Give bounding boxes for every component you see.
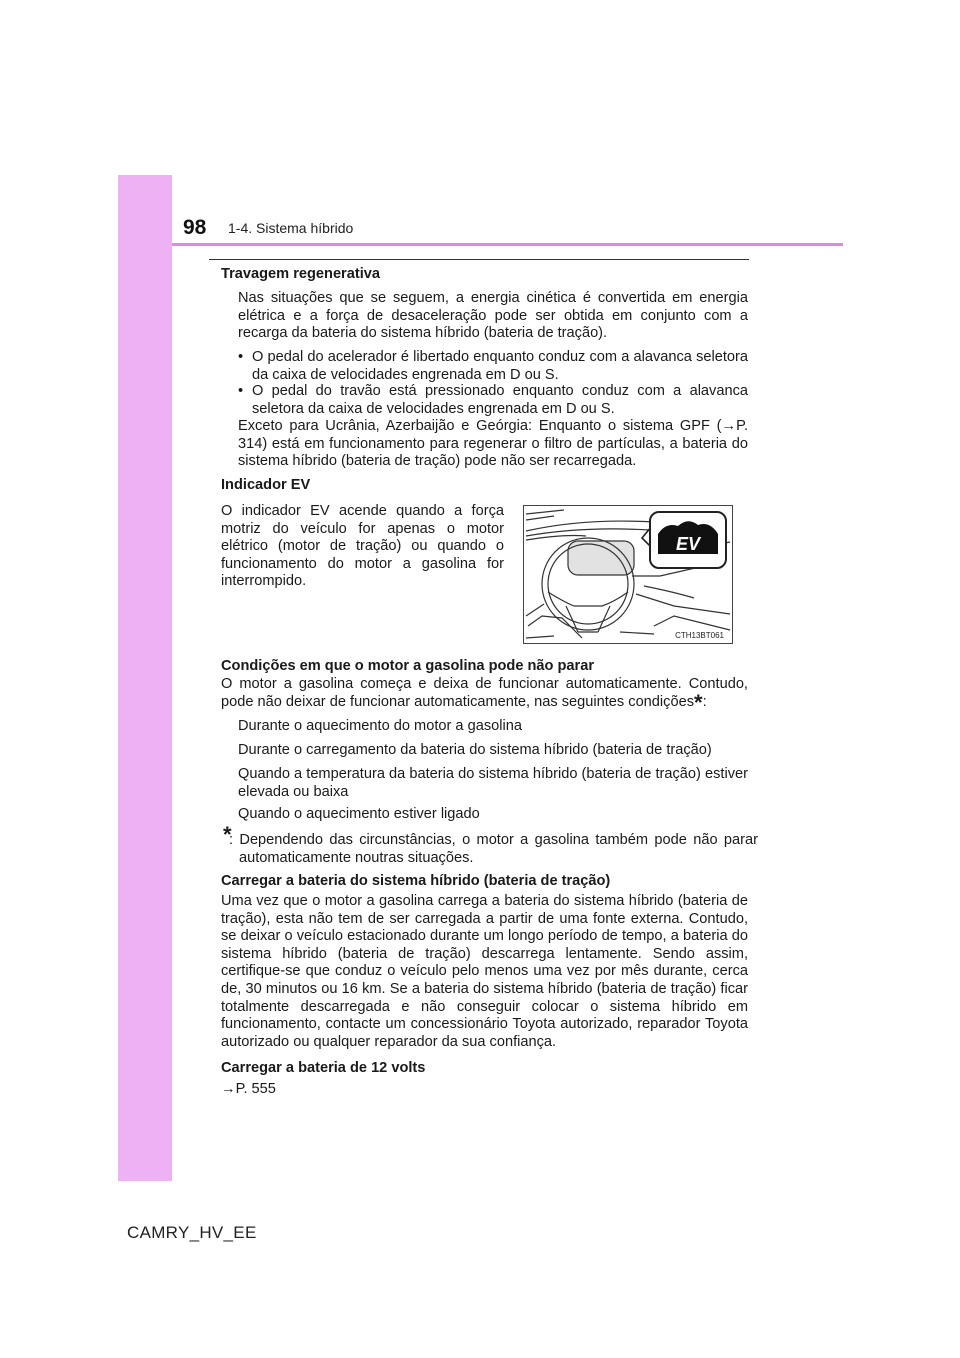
chapter-sidebar-tab: [118, 175, 172, 1181]
footnote-text: : Dependendo das circunstâncias, o motor a gasolina também pode não parar automaticamente noutras situações.: [229, 832, 758, 866]
section-title: 1-4. Sistema híbrido: [228, 220, 354, 236]
regen-bullet-text: O pedal do acelerador é libertado enquanto conduz com a alavanca seletora da caixa de velocidades engrenada em D ou S.: [252, 349, 748, 383]
regen-heading: Travagem regenerativa: [221, 266, 380, 282]
document-code: CAMRY_HV_EE: [127, 1223, 257, 1242]
content-top-rule: [209, 259, 749, 260]
regen-bullet-text: O pedal do travão está pressionado enquanto conduz com a alavanca seletora da caixa de velocidades engrenada em D ou S.: [252, 383, 748, 417]
hybrid-charge-text: Uma vez que o motor a gasolina carrega a bateria do sistema híbrido (bateria de tração), esta não tem de ser carregada a partir de uma fonte externa. Contudo, se deixar o veículo estacionado durante um longo período de tempo, a bateria do sistema híbrido (bateria de tração) descarrega lentamente. Sendo assim, certifique-se que conduz o veículo pelo menos uma vez por mês durante, cerca de, 30 minutos ou 16 km. Se a bateria do sistema híbrido (bateria de tração) ficar totalmente descarregada e não conseguir colocar o sistema híbrido em funcionamento, contacte um concessionário Toyota autorizado, reparador Toyota autorizado ou qualquer reparador da sua confiança.: [221, 893, 748, 1050]
header-background: [172, 175, 843, 263]
regen-bullet: [238, 383, 748, 419]
regen-gpf-note: Exceto para Ucrânia, Azerbaijão e Geórgia: Enquanto o sistema GPF (→P. 314) está em funcionamento para regenerar o filtro de partículas, a bateria do sistema híbrido (bateria de tração) pode não ser recarregada.: [238, 418, 748, 470]
dashboard-drawing: [524, 506, 732, 643]
condition-item: Quando o aquecimento estiver ligado: [238, 806, 480, 822]
engine-stop-intro-end: :: [702, 693, 707, 710]
bullet-marker: •: [238, 349, 244, 365]
condition-item: Quando a temperatura da bateria do sistema híbrido (bateria de tração) estiver elevada ou baixa: [238, 766, 748, 800]
hybrid-charge-heading: Carregar a bateria do sistema híbrido (bateria de tração): [221, 873, 611, 889]
condition-item: Durante o aquecimento do motor a gasolina: [238, 718, 522, 734]
ev-description: O indicador EV acende quando a força motriz do veículo for apenas o motor elétrico (motor de tração) ou quando o funcionamento do motor a gasolina for interrompido.: [221, 503, 504, 590]
regen-bullet: [238, 349, 748, 385]
ev-indicator-illustration: [523, 505, 733, 644]
battery12-page-ref: →P. 555: [221, 1081, 276, 1097]
footnote-asterisk: *: [223, 822, 232, 847]
engine-stop-intro-text: O motor a gasolina começa e deixa de funcionar automaticamente. Contudo, pode não deixar de funcionar automaticamente, nas seguintes condições: [221, 676, 748, 710]
engine-stop-intro: [221, 676, 748, 715]
ev-badge-label: EV: [675, 534, 701, 554]
ev-heading: Indicador EV: [221, 477, 311, 493]
page-number: 98: [183, 216, 207, 239]
engine-stop-heading: Condições em que o motor a gasolina pode não parar: [221, 658, 595, 674]
regen-intro: Nas situações que se seguem, a energia cinética é convertida em energia elétrica e a força de desaceleração pode ser obtida em conjunto com a recarga da bateria do sistema híbrido (bateria de tração).: [238, 290, 748, 342]
header-divider: [172, 243, 843, 246]
condition-item: Durante o carregamento da bateria do sistema híbrido (bateria de tração): [238, 742, 712, 758]
asterisk-mark: *: [694, 689, 703, 715]
bullet-marker: •: [238, 383, 244, 399]
battery12-heading: Carregar a bateria de 12 volts: [221, 1060, 426, 1076]
figure-code: CTH13BT061: [675, 631, 724, 640]
